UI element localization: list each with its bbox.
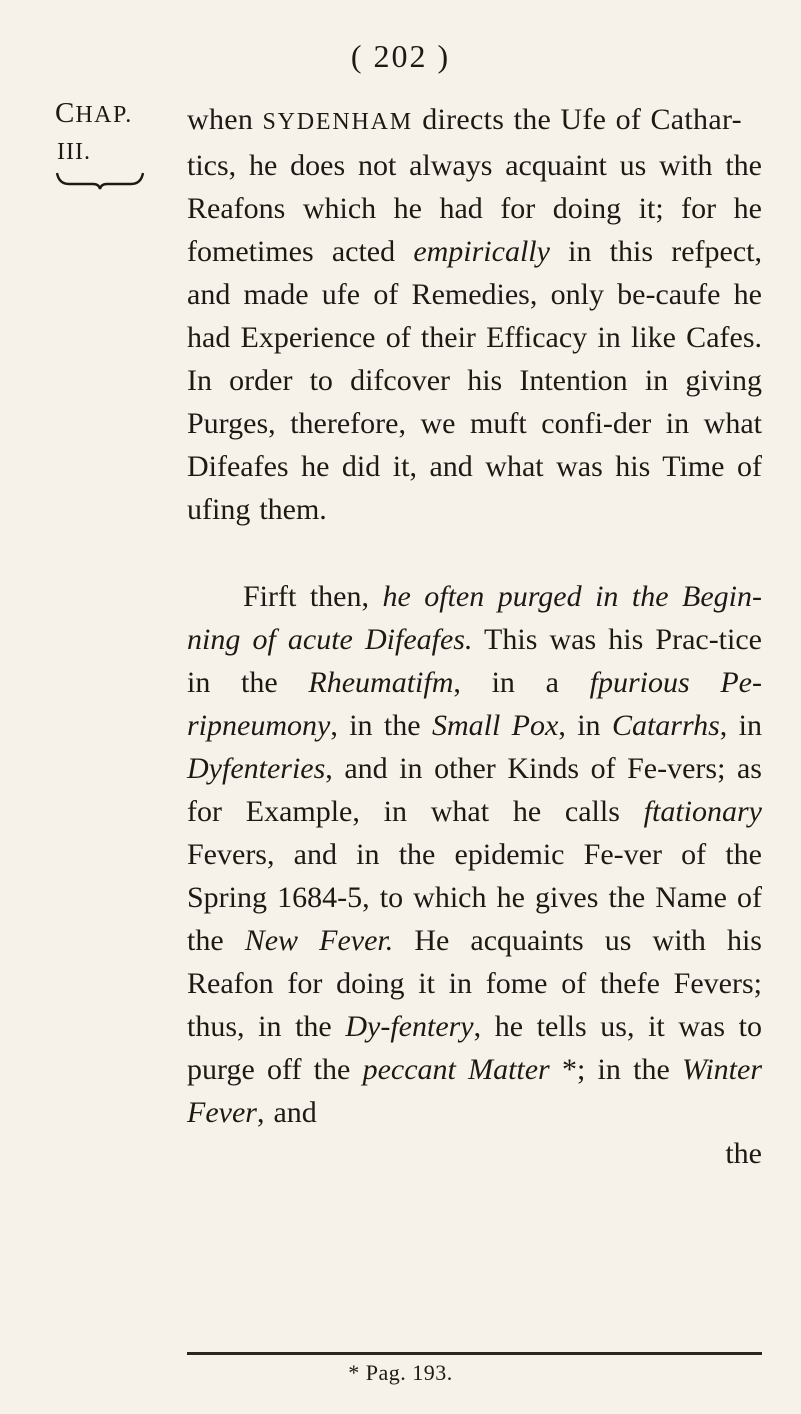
p2-italic-winter-fever: Winter Fever — [187, 1053, 762, 1129]
p2-text-g: , and in other Kinds of Fe-vers; as for Example, in what he calls — [187, 752, 762, 828]
p2-italic-catarrhs: Catarrhs — [611, 709, 720, 742]
p2-text-c: , in a — [453, 666, 590, 699]
catchword: the — [725, 1137, 762, 1170]
paragraph-2 — [187, 575, 762, 1134]
paragraph-1 — [187, 144, 762, 531]
footnote: * Pag. 193. — [348, 1360, 453, 1385]
footnote-rule — [187, 1352, 762, 1355]
chapter-bracket-icon — [55, 170, 145, 190]
p2-italic-small-pox: Small Pox — [431, 709, 559, 742]
p1-italic-empirically: empirically — [413, 235, 550, 268]
p2-italic-peripneumony: fpurious Pe-ripneumony — [187, 666, 762, 742]
first-line — [187, 98, 762, 144]
p2-text-b: This was his Prac-tice in the — [187, 623, 762, 699]
p2-italic-peccant-matter: peccant Matter — [362, 1053, 550, 1086]
p2-italic-rheumatism: Rheumatifm — [308, 666, 454, 699]
p2-italic-stationary: ftationary — [643, 795, 762, 828]
main-text — [187, 98, 762, 1175]
chapter-label-initial: C — [55, 97, 76, 129]
chapter-label-rest: HAP. — [75, 102, 133, 128]
p2-text-d: , in the — [330, 709, 432, 742]
p2-italic-1: he often purged in the Begin-ning of acute Difeafes. — [187, 580, 762, 656]
p2-text-k: , he tells us, it was to purge off the — [187, 1010, 762, 1086]
first-line-start: when — [187, 103, 263, 136]
first-line-end: directs the Ufe of Cathar- — [412, 103, 742, 136]
p1-text-b: in this refpect, and made ufe of Remedies, only be-caufe he had Experience of their Efficacy in like Cafes. In order to difcover his Intention in giving Purges, therefore, we muft confi-der in what Difeafes he did it, and what was his Time of ufing them. — [187, 235, 762, 526]
page-number: ( 202 ) — [350, 38, 451, 74]
p2-text-h: Fevers, and in the epidemic Fe-ver of the Spring 1684-5, to which he gives the Name of the — [187, 838, 762, 957]
p2-text-l: *; in the — [549, 1053, 682, 1086]
p2-text-a: Firft then, — [243, 580, 383, 613]
p2-text-m: , and — [256, 1096, 317, 1129]
p2-text-f: , in — [719, 709, 762, 742]
p2-italic-dysentery: Dy-fentery — [345, 1010, 474, 1043]
p2-text-j: He acquaints us with his Reafon for doing it in fome of thefe Fevers; thus, in the — [187, 924, 762, 1043]
p2-text-e: , in — [558, 709, 612, 742]
p2-italic-dysenteries: Dyfenteries — [187, 752, 326, 785]
p2-italic-new-fever: New Fever. — [244, 924, 394, 957]
chapter-label — [55, 99, 133, 128]
p1-text-a: tics, he does not always acquaint us with the Reafons which he had for doing it; for he fometimes acted — [187, 149, 762, 268]
chapter-number: III. — [57, 139, 91, 165]
author-name: SYDENHAM — [262, 109, 413, 135]
